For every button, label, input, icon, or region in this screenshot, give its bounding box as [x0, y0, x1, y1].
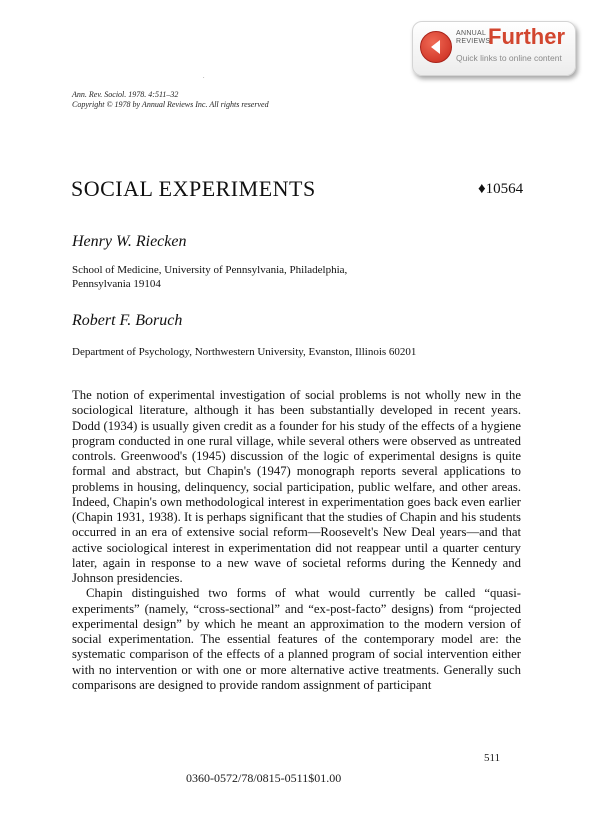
journal-citation	[72, 90, 269, 110]
stray-mark: .	[203, 74, 205, 80]
annual-reviews-logo-icon	[420, 31, 452, 63]
affiliation-line: Pennsylvania 19104	[72, 278, 161, 290]
banner-annual-reviews-label: ANNUAL REVIEWS	[456, 30, 491, 45]
article-title: SOCIAL EXPERIMENTS	[71, 176, 316, 201]
author-affiliation-1	[72, 263, 347, 291]
article-code: 0360-0572/78/0815-0511$01.00	[186, 771, 342, 785]
body-paragraph-2: Chapin distinguished two forms of what would currently be called “quasi-experiments” (namely, “cross-sectional” and “ex-post-facto” designs) from “projected experimental design” by which he meant an approximation to the modern version of social experimentation. The essential features of the contemporary model are: the systematic comparison of the effects of a planned program of social intervention either with no intervention or with one or more alternative active treatments. Generally such comparisons are designed to provide random assignment of participant	[72, 586, 521, 692]
author-name-1: Henry W. Riecken	[72, 233, 187, 250]
banner-further-label[interactable]: Further	[488, 24, 565, 49]
citation-line-2: Copyright © 1978 by Annual Reviews Inc. All rights reserved	[72, 100, 269, 109]
page-number: 511	[484, 752, 501, 764]
affiliation-line: Department of Psychology, Northwestern University, Evanston, Illinois 60201	[72, 346, 417, 358]
banner-subtitle: Quick links to online content	[456, 53, 562, 63]
article-body	[72, 388, 521, 693]
citation-line-1: Ann. Rev. Sociol. 1978. 4:511–32	[72, 90, 179, 99]
author-affiliation-2	[72, 345, 416, 359]
further-banner[interactable]	[412, 21, 576, 76]
body-paragraph-1: The notion of experimental investigation of social problems is not wholly new in the sociological literature, although it has been substantially developed in recent years. Dodd (1934) is usually given credit as a founder for his study of the effects of a hygiene program conducted in one rural village, while several others were observed as untreated controls. Greenwood's (1945) discussion of the logic of experimental designs is quite formal and abstract, but Chapin's (1947) monograph reports several applications to problems in housing, delinquency, social participation, public welfare, and other areas. Indeed, Chapin's own methodological interest in experimentation goes back even earlier (Chapin 1931, 1938). It is perhaps significant that the studies of Chapin and his students occurred in an era of extensive social reform—Roosevelt's New Deal years—and that active sociological interest in experimentation did not reappear until a quarter century later, again in response to a new wave of societal reforms during the Kennedy and Johnson presidencies.	[72, 388, 521, 585]
author-name-2: Robert F. Boruch	[72, 312, 183, 329]
affiliation-line: School of Medicine, University of Pennsylvania, Philadelphia,	[72, 264, 348, 276]
document-number: ♦10564	[478, 181, 524, 197]
